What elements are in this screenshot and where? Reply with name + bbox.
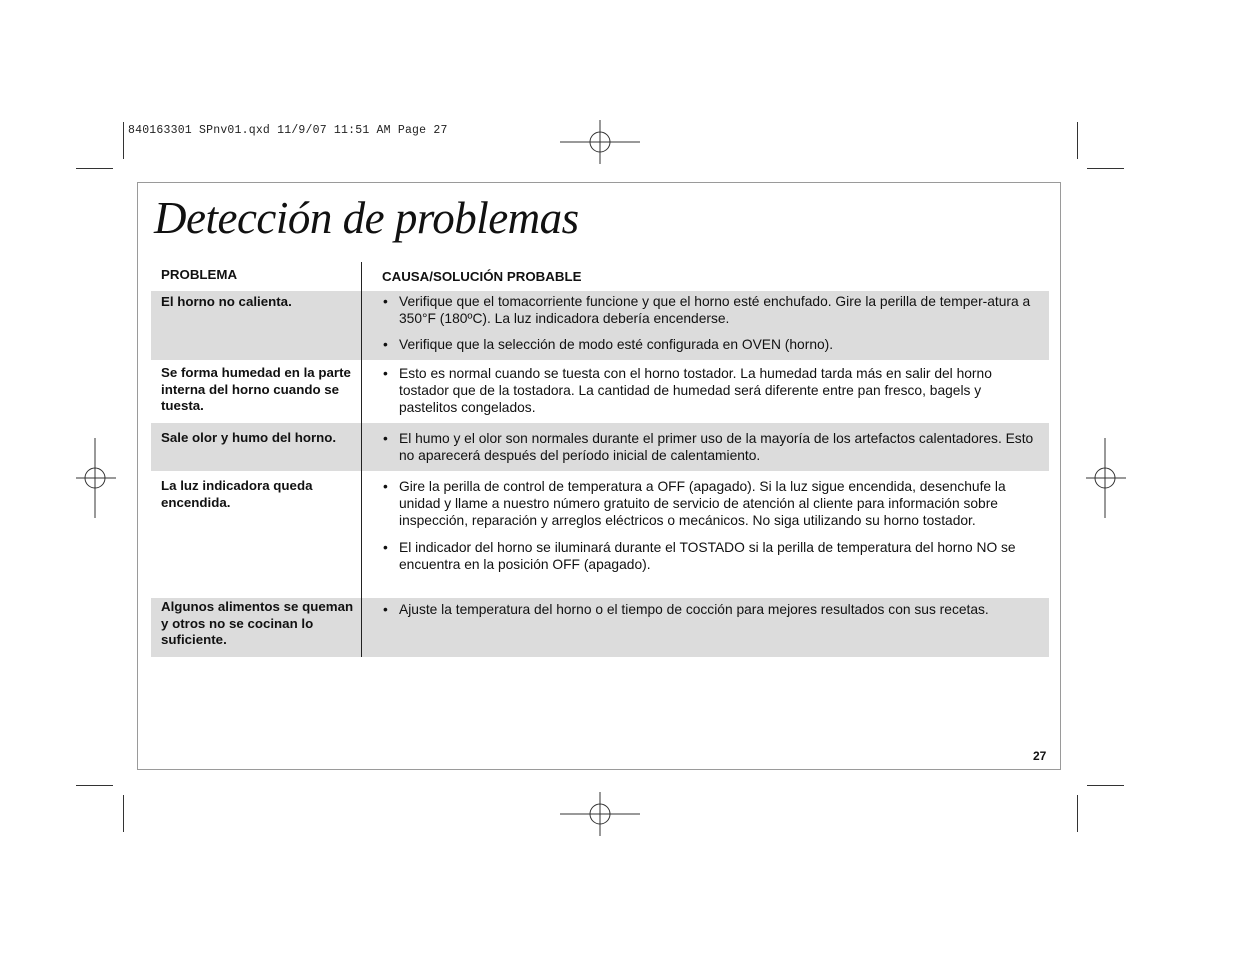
registration-mark-bottom <box>560 792 640 836</box>
solution-cell <box>362 423 1049 471</box>
table-row <box>151 598 1049 657</box>
crop-mark-bottom-right-v <box>1077 795 1078 832</box>
solution-cell <box>362 360 1049 423</box>
bullet-icon: • <box>383 539 388 555</box>
crop-mark-bottom-left-h <box>76 785 113 786</box>
bullet-icon: • <box>383 366 388 381</box>
solution-text: Verifique que la selección de modo esté configurada en OVEN (horno). <box>399 337 834 353</box>
solution-item <box>382 293 1041 327</box>
solution-cell <box>362 598 1049 657</box>
problem-cell: La luz indicadora queda encendida. <box>161 478 313 510</box>
table-row <box>151 360 1049 423</box>
registration-mark-left <box>76 438 116 518</box>
solution-text: Verifique que el tomacorriente funcione y que el horno esté enchufado. Gire la perilla de temper-atura a 350°F (180ºC). La luz indicadora debería encenderse. <box>399 294 1031 327</box>
problem-cell: Sale olor y humo del horno. <box>161 430 337 445</box>
solution-item <box>382 539 1041 573</box>
problem-cell: El horno no calienta. <box>161 294 292 309</box>
solution-text: Esto es normal cuando se tuesta con el horno tostador. La humedad tarda más en salir del horno tostador que de la tostadora. La cantidad de humedad será diferente entre pan fresco, bagels y pastelitos congelados. <box>399 366 992 416</box>
solution-text: El humo y el olor son normales durante el primer uso de la mayoría de los artefactos calentadores. Esto no aparecerá después del período inicial de calentamiento. <box>399 431 1034 464</box>
solution-text: Gire la perilla de control de temperatura a OFF (apagado). Si la luz sigue encendida, desenchufe la unidad y llame a nuestro número gratuito de servicio de atención al cliente para información sobre inspección, reparación y arreglos eléctricos o mecánicos. No siga utilizando su horno tostador. <box>399 479 1006 529</box>
problem-cell: Se forma humedad en la parte interna del horno cuando se tuesta. <box>161 365 351 413</box>
registration-mark-top <box>560 120 640 164</box>
crop-mark-top-left-v <box>123 122 124 159</box>
column-divider <box>361 262 362 657</box>
crop-mark-bottom-right-h <box>1087 785 1124 786</box>
crop-mark-bottom-left-v <box>123 795 124 832</box>
crop-mark-top-right-h <box>1087 168 1124 169</box>
solution-item <box>382 365 1041 417</box>
bullet-icon: • <box>383 337 388 353</box>
page-title: Detección de problemas <box>154 193 579 243</box>
solution-text: El indicador del horno se iluminará durante el TOSTADO si la perilla de temperatura del horno NO se encuentra en la posición OFF (apagado). <box>399 539 1016 572</box>
solution-item <box>382 478 1041 530</box>
solution-cell <box>362 291 1049 360</box>
crop-mark-top-left-h <box>76 168 113 169</box>
bullet-icon: • <box>383 479 388 494</box>
printer-slug: 840163301 SPnv01.qxd 11/9/07 11:51 AM Page 27 <box>128 124 448 137</box>
header-solution: CAUSA/SOLUCIÓN PROBABLE <box>382 269 582 284</box>
troubleshooting-table <box>151 262 1049 657</box>
bullet-icon: • <box>383 602 388 617</box>
solution-cell <box>362 471 1049 598</box>
table-row <box>151 471 1049 598</box>
bullet-icon: • <box>383 294 388 309</box>
registration-mark-right <box>1086 438 1126 518</box>
page-number: 27 <box>1033 749 1047 763</box>
table-row <box>151 423 1049 471</box>
solution-text: Ajuste la temperatura del horno o el tiempo de cocción para mejores resultados con sus recetas. <box>399 602 989 617</box>
solution-item <box>382 430 1041 464</box>
table-header-row <box>151 262 1049 291</box>
table-row <box>151 291 1049 360</box>
crop-mark-top-right-v <box>1077 122 1078 159</box>
solution-item <box>382 601 1041 618</box>
bullet-icon: • <box>383 431 388 446</box>
problem-cell: Algunos alimentos se queman y otros no se cocinan lo suficiente. <box>161 599 354 647</box>
header-problem: PROBLEMA <box>161 267 238 282</box>
solution-item <box>382 336 1041 353</box>
